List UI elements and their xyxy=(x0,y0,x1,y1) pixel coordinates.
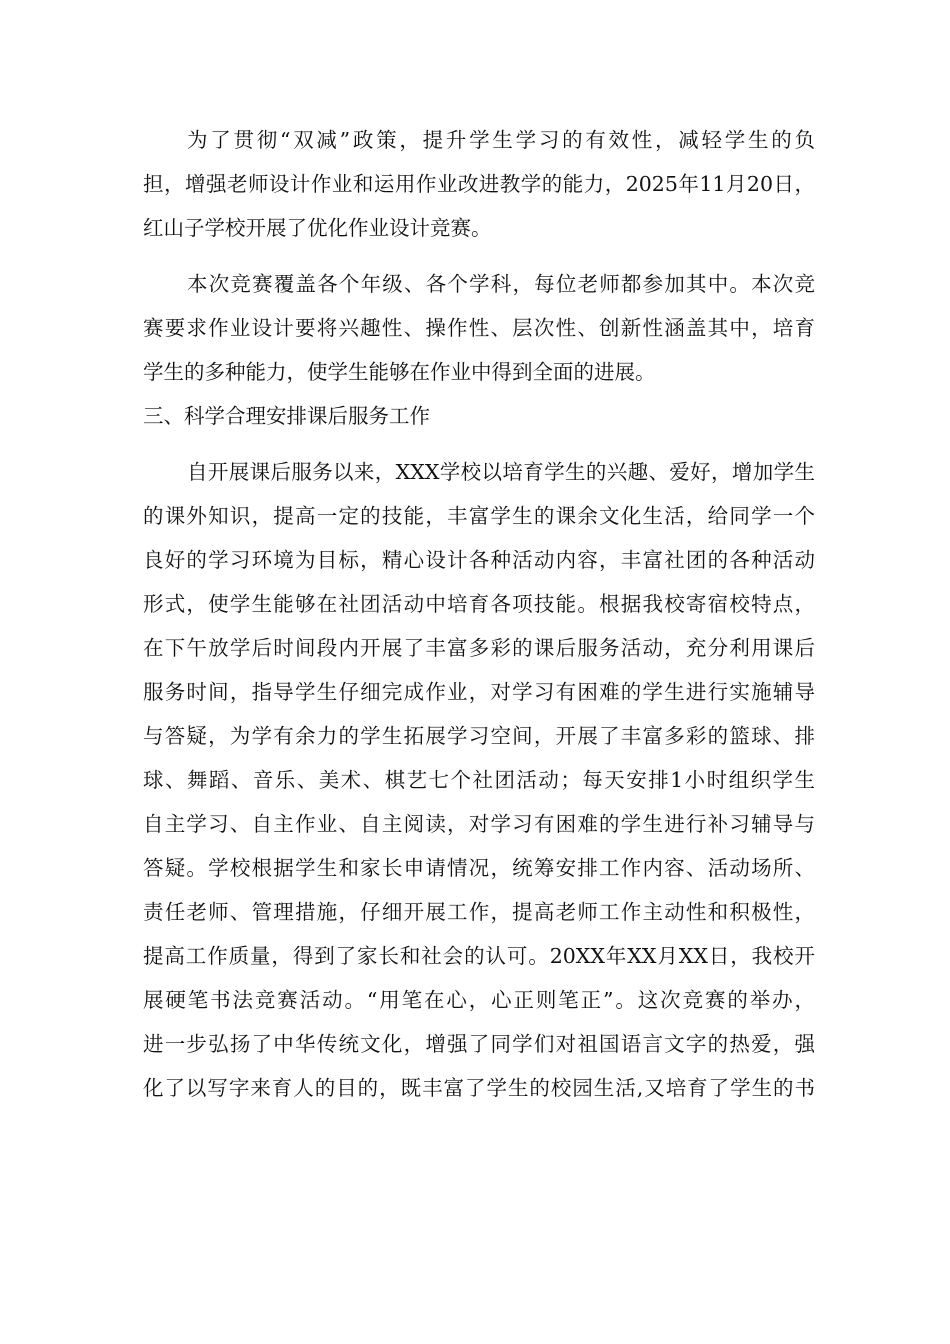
text-line: 球、舞蹈、音乐、美术、棋艺七个社团活动；每天安排1小时组织学生 xyxy=(143,768,815,792)
text-line: 进一步弘扬了中华传统文化，增强了同学们对祖国语言文字的热爱，强 xyxy=(143,1032,815,1056)
text-line: 自主学习、自主作业、自主阅读，对学习有困难的学生进行补习辅导与 xyxy=(143,812,815,836)
text-line: 与答疑，为学有余力的学生拓展学习空间，开展了丰富多彩的篮球、排 xyxy=(143,724,815,748)
document-body xyxy=(143,118,815,1110)
text-line: 的课外知识，提高一定的技能，丰富学生的课余文化生活，给同学一个 xyxy=(143,504,815,528)
text-line: 担，增强老师设计作业和运用作业改进教学的能力，2025年11月20日， xyxy=(143,172,815,196)
text-line: 提高工作质量，得到了家长和社会的认可。20XX年XX月XX日，我校开 xyxy=(143,944,815,968)
text-line: 为了贯彻“双减”政策，提升学生学习的有效性，减轻学生的负 xyxy=(187,128,815,152)
text-line: 责任老师、管理措施，仔细开展工作，提高老师工作主动性和积极性， xyxy=(143,900,815,924)
section-heading xyxy=(143,394,815,438)
text-line: 学生的多种能力，使学生能够在作业中得到全面的进展。 xyxy=(143,360,656,384)
heading-line: 三、科学合理安排课后服务工作 xyxy=(143,404,430,428)
paragraph-double-reduction xyxy=(143,118,815,250)
text-line: 良好的学习环境为目标，精心设计各种活动内容，丰富社团的各种活动 xyxy=(143,548,815,572)
text-line: 答疑。学校根据学生和家长申请情况，统筹安排工作内容、活动场所、 xyxy=(143,856,815,880)
text-line: 本次竞赛覆盖各个年级、各个学科，每位老师都参加其中。本次竞 xyxy=(187,272,815,296)
text-line: 化了以写字来育人的目的，既丰富了学生的校园生活,又培育了学生的书 xyxy=(143,1076,815,1100)
text-line: 展硬笔书法竞赛活动。“用笔在心，心正则笔正”。这次竞赛的举办， xyxy=(143,988,815,1012)
text-line: 服务时间，指导学生仔细完成作业，对学习有困难的学生进行实施辅导 xyxy=(143,680,815,704)
text-line: 自开展课后服务以来，XXX学校以培育学生的兴趣、爱好，增加学生 xyxy=(187,460,815,484)
text-line: 赛要求作业设计要将兴趣性、操作性、层次性、创新性涵盖其中，培育 xyxy=(143,316,815,340)
text-line: 形式，使学生能够在社团活动中培育各项技能。根据我校寄宿校特点， xyxy=(143,592,815,616)
text-line: 红山子学校开展了优化作业设计竞赛。 xyxy=(143,216,492,240)
paragraph-competition xyxy=(143,262,815,394)
paragraph-after-school-service xyxy=(143,450,815,1110)
text-line: 在下午放学后时间段内开展了丰富多彩的课后服务活动，充分利用课后 xyxy=(143,636,815,660)
